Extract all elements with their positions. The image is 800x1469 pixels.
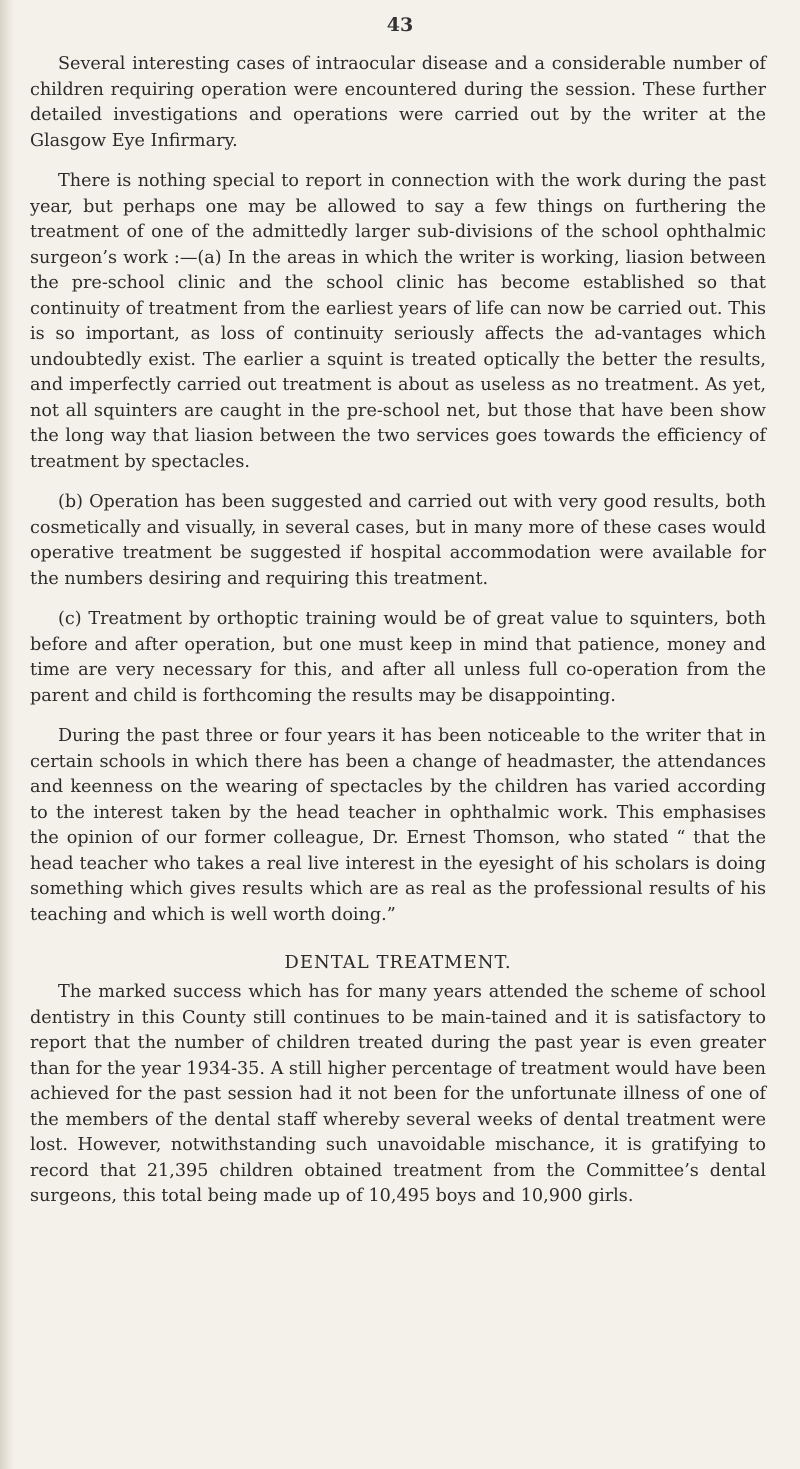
body-text — [30, 52, 766, 1225]
paragraph-liasion-preschool: There is nothing special to report in connection with the work during the past year, but perhaps one may be allowed to say a few things on furthering the treatment of one of the admittedly larger sub-divisions of the school ophthalmic surgeon’s work :—(a) In the areas in which the writer is working, liasion between the pre-school clinic and the school clinic has become established so that continuity of treatment from the earliest years of life can now be carried out. This is so important, as loss of continuity seriously affects the ad-vantages which undoubtedly exist. The earlier a squint is treated optically the better the results, and imperfectly carried out treatment is about as useless as no treatment. As yet, not all squinters are caught in the pre-school net, but those that have been show the long way that liasion between the two services goes towards the efficiency of treatment by spectacles. — [30, 171, 766, 472]
paragraph-head-teacher-interest: During the past three or four years it has been noticeable to the writer that in certain schools in which there has been a change of headmaster, the attendances and keenness on the wearing of spectacles by the children has varied according to the interest taken by the head teacher in ophthalmic work. This emphasises the opinion of our former colleague, Dr. Ernest Thomson, who stated “ that the head teacher who takes a real live interest in the eyesight of his scholars is doing something which gives results which are as real as the professional results of his teaching and which is well worth doing.” — [30, 726, 766, 925]
page-binding-shadow — [0, 0, 14, 1469]
section-heading-dental-treatment: DENTAL TREATMENT. — [284, 952, 512, 973]
paragraph-operation: (b) Operation has been suggested and carried out with very good results, both cosmetically and visually, in several cases, but in many more of these cases would operative treatment be suggested if hospital accommodation were available for the numbers desiring and requiring this treatment. — [30, 492, 766, 589]
paragraph-orthoptic-training: (c) Treatment by orthoptic training would be of great value to squinters, both before and after operation, but one must keep in mind that patience, money and time are very necessary for this, and after all unless full co-operation from the parent and child is forthcoming the results may be disappointing. — [30, 609, 766, 706]
paragraph-intraocular-cases: Several interesting cases of intraocular disease and a considerable number of children requiring operation were encountered during the session. These further detailed investigations and operations were carried out by the writer at the Glasgow Eye Infirmary. — [30, 54, 766, 151]
paragraph-dental-success: The marked success which has for many years attended the scheme of school dentistry in this County still continues to be main-tained and it is satisfactory to report that the number of children treated during the past year is even greater than for the year 1934-35. A still higher percentage of treatment would have been achieved for the past session had it not been for the unfortunate illness of one of the members of the dental staff whereby several weeks of dental treatment were lost. However, notwithstanding such unavoidable mischance, it is gratifying to record that 21,395 children obtained treatment from the Committee’s dental surgeons, this total being made up of 10,495 boys and 10,900 girls. — [30, 982, 766, 1206]
page-number: 43 — [386, 14, 414, 36]
